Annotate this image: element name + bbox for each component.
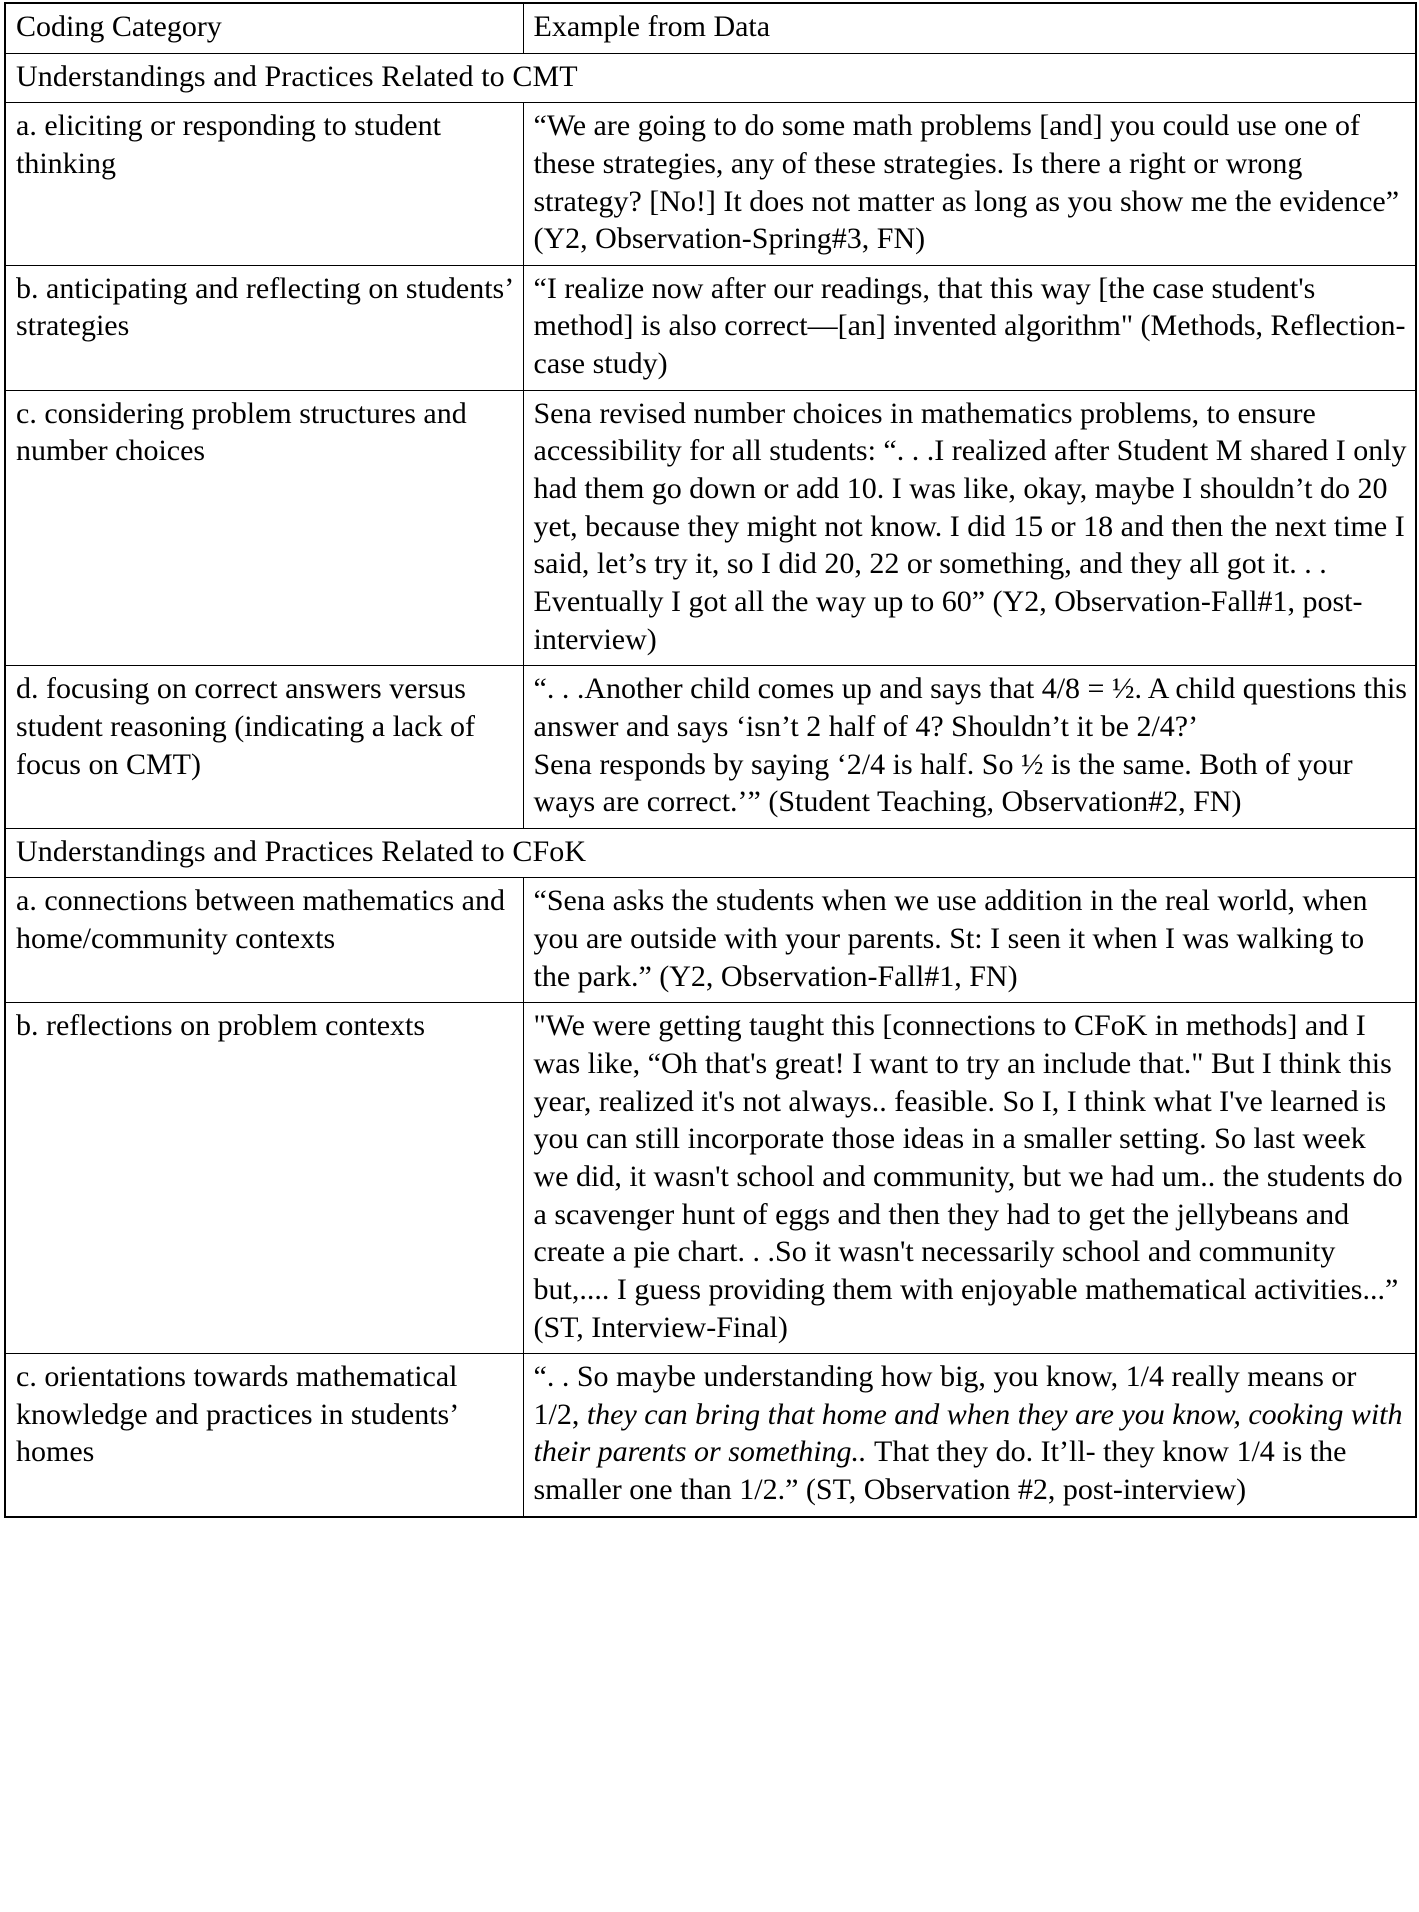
- table-row: [5, 103, 1416, 266]
- example-paragraph: Sena responds by saying ‘2/4 is half. So ½ is the same. Both of your ways are correct.’” (Student Teaching, Observation#2, FN): [533, 747, 1353, 819]
- italic-text-run: they can bring that home and when they are you know, cooking with their parents or something..: [533, 1397, 1403, 1469]
- category-cell: b. reflections on problem contexts: [5, 1003, 523, 1354]
- column-header-coding-category: Coding Category: [5, 3, 523, 53]
- table-header: [5, 3, 1416, 53]
- section-title-cmt: Understandings and Practices Related to CMT: [5, 53, 1416, 103]
- table-body: [5, 53, 1416, 1517]
- table-row: [5, 1354, 1416, 1517]
- category-cell: a. eliciting or responding to student thinking: [5, 103, 523, 266]
- example-cell: “Sena asks the students when we use addition in the real world, when you are outside with your parents. St: I seen it when I was walking to the park.” (Y2, Observation-Fall#1, FN): [523, 878, 1416, 1003]
- example-cell: [523, 1354, 1416, 1517]
- text-run: That they do. It’ll- they know 1/4 is the smaller one than 1/2.” (ST, Observation #2, post-interview): [533, 1435, 1347, 1507]
- category-cell: c. orientations towards mathematical knowledge and practices in students’ homes: [5, 1354, 523, 1517]
- section-header-row: [5, 828, 1416, 878]
- category-cell: c. considering problem structures and number choices: [5, 390, 523, 665]
- section-title-cfok: Understandings and Practices Related to CFoK: [5, 828, 1416, 878]
- table-row: [5, 1003, 1416, 1354]
- column-header-example-from-data: Example from Data: [523, 3, 1416, 53]
- table-row: [5, 390, 1416, 665]
- category-cell: d. focusing on correct answers versus student reasoning (indicating a lack of focus on CMT): [5, 666, 523, 829]
- category-cell: b. anticipating and reflecting on students’ strategies: [5, 265, 523, 390]
- coding-category-table: [4, 2, 1417, 1518]
- example-paragraph: “. . .Another child comes up and says that 4/8 = ½. A child questions this answer and says ‘isn’t 2 half of 4? Shouldn’t it be 2/4?’: [533, 672, 1407, 743]
- example-cell: Sena revised number choices in mathematics problems, to ensure accessibility for all students: “. . .I realized after Student M shared I only had them go down or add 10. I was like, okay, maybe I shouldn’t do 20 yet, because they might not know. I did 15 or 18 and then the next time I said, let’s try it, so I did 20, 22 or something, and they all got it. . . Eventually I got all the way up to 60” (Y2, Observation-Fall#1, post-interview): [523, 390, 1416, 665]
- example-cell: “I realize now after our readings, that this way [the case student's method] is also correct—[an] invented algorithm" (Methods, Reflection-case study): [523, 265, 1416, 390]
- example-cell: [523, 666, 1416, 829]
- table-row: [5, 265, 1416, 390]
- example-cell: “We are going to do some math problems [and] you could use one of these strategies, any of these strategies. Is there a right or wrong strategy? [No!] It does not matter as long as you show me the evidence” (Y2, Observation-Spring#3, FN): [523, 103, 1416, 266]
- table-row: [5, 878, 1416, 1003]
- section-header-row: [5, 53, 1416, 103]
- category-cell: a. connections between mathematics and home/community contexts: [5, 878, 523, 1003]
- table-row: [5, 666, 1416, 829]
- example-cell: "We were getting taught this [connections to CFoK in methods] and I was like, “Oh that's great! I want to try an include that." But I think this year, realized it's not always.. feasible. So I, I think what I've learned is you can still incorporate those ideas in a smaller setting. So last week we did, it wasn't school and community, but we had um.. the students do a scavenger hunt of eggs and then they had to get the jellybeans and create a pie chart. . .So it wasn't necessarily school and community but,.... I guess providing them with enjoyable mathematical activities...” (ST, Interview-Final): [523, 1003, 1416, 1354]
- text-run: “. . So maybe understanding how big, you know, 1/4 really means or 1/2,: [533, 1360, 1357, 1431]
- header-row: [5, 3, 1416, 53]
